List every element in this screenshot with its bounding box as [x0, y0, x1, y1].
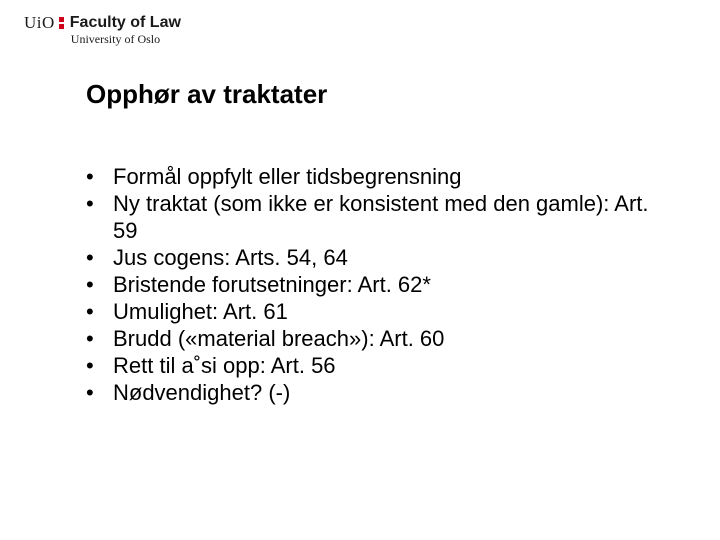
bullet-item [86, 298, 676, 325]
logo-text [70, 14, 181, 47]
bullet-item [86, 379, 676, 406]
bullet-dot-icon: • [86, 272, 94, 297]
logo-university-name: University of Oslo [70, 32, 161, 46]
faculty-logo [24, 14, 181, 48]
logo-colon-icon [59, 17, 64, 29]
bullet-item [86, 190, 676, 244]
bullet-dot-icon: • [86, 191, 94, 216]
bullet-text: Bristende forutsetninger: Art. 62* [113, 272, 431, 297]
bullet-text: Formål oppfylt eller tidsbegrensning [113, 164, 462, 189]
bullet-text: Rett til a˚si opp: Art. 56 [113, 353, 336, 378]
bullet-item [86, 163, 676, 190]
bullet-dot-icon: • [86, 245, 94, 270]
bullet-item [86, 325, 676, 352]
bullet-item [86, 352, 676, 379]
bullet-item [86, 271, 676, 298]
bullet-text: Brudd («material breach»): Art. 60 [113, 326, 445, 351]
slide-title: Opphør av traktater [86, 79, 328, 109]
logo-uio: UiO [24, 13, 55, 32]
bullet-text: Jus cogens: Arts. 54, 64 [113, 245, 348, 270]
bullet-dot-icon: • [86, 353, 94, 378]
bullet-list [86, 163, 676, 406]
bullet-text: Nødvendighet? (-) [113, 380, 291, 405]
bullet-dot-icon: • [86, 299, 94, 324]
logo-faculty-name: Faculty of Law [69, 14, 181, 31]
bullet-text: Umulighet: Art. 61 [113, 299, 288, 324]
bullet-text: Ny traktat (som ikke er konsistent med den gamle): Art. 59 [113, 191, 649, 243]
bullet-dot-icon: • [86, 164, 94, 189]
bullet-item [86, 244, 676, 271]
bullet-dot-icon: • [86, 326, 94, 351]
bullet-dot-icon: • [86, 380, 94, 405]
